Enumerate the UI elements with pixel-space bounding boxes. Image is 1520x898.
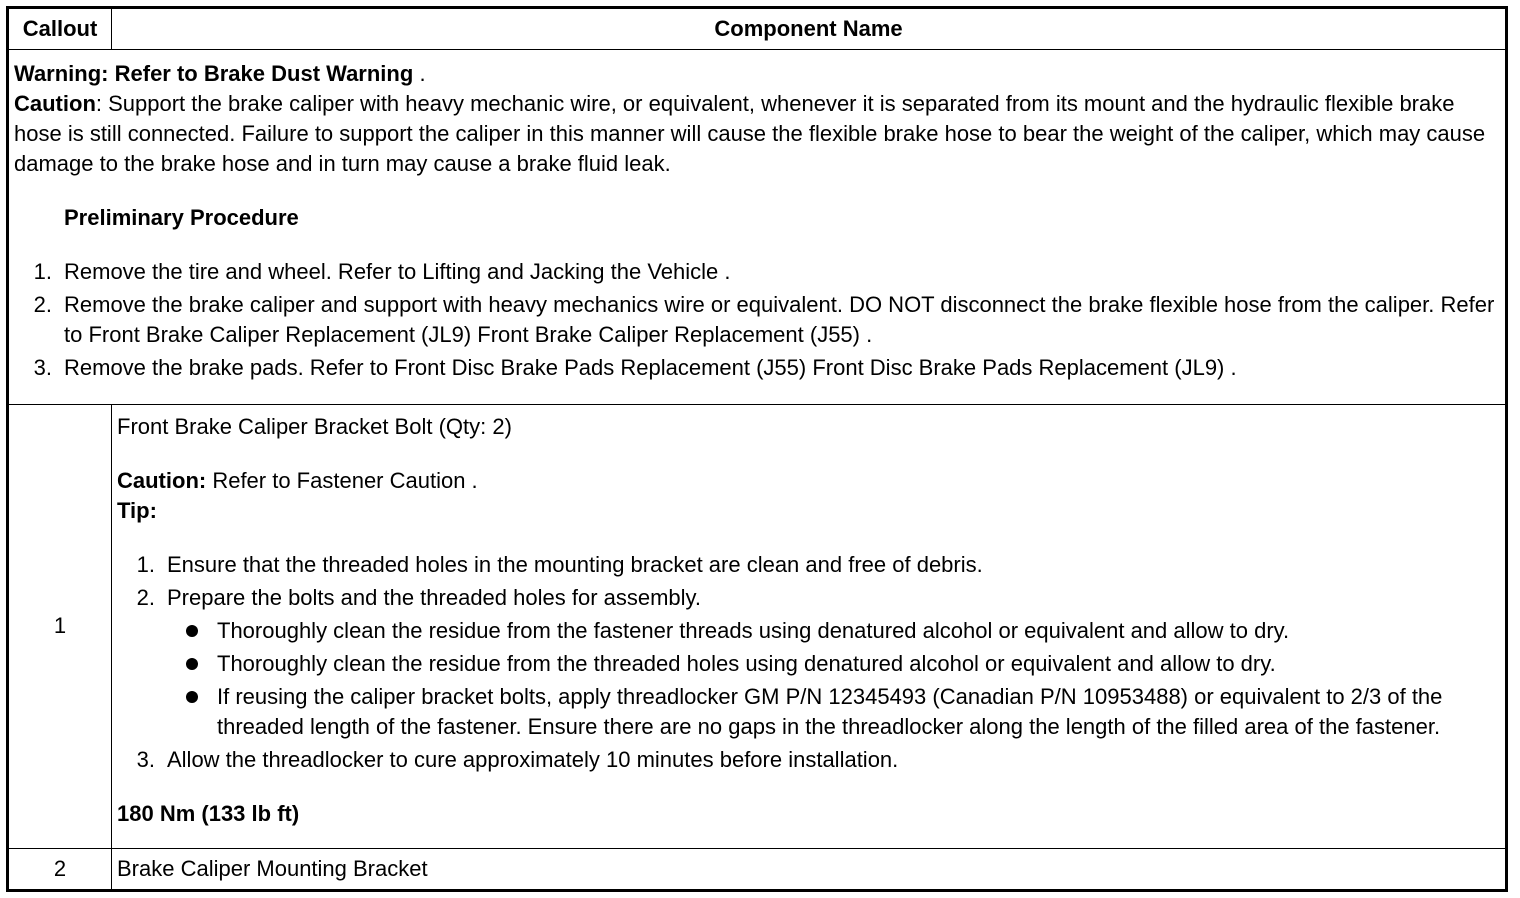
list-item bbox=[14, 257, 1501, 287]
callout-number: 2 bbox=[8, 849, 112, 891]
step-text: Ensure that the threaded holes in the mounting bracket are clean and free of debris. bbox=[167, 551, 983, 577]
warning-end: . bbox=[419, 61, 426, 86]
step-text: Remove the brake pads. Refer to Front Disc Brake Pads Replacement (J55) Front Disc Brake Pads Replacement (JL9) . bbox=[64, 355, 1237, 380]
bullet-icon bbox=[186, 658, 198, 670]
table-row bbox=[8, 849, 1507, 891]
callout-number: 1 bbox=[8, 404, 112, 848]
table-header-row bbox=[8, 8, 1507, 50]
torque-spec: 180 Nm (133 lb ft) bbox=[117, 800, 300, 826]
list-item bbox=[167, 682, 1501, 742]
preliminary-steps bbox=[14, 257, 1501, 383]
fastener-caution-link[interactable]: Refer to Fastener Caution . bbox=[206, 467, 478, 493]
tip-colon: : bbox=[149, 497, 157, 523]
list-item bbox=[14, 353, 1501, 383]
intro-row bbox=[8, 50, 1507, 405]
step-text: Allow the threadlocker to cure approximately 10 minutes before installation. bbox=[167, 746, 899, 772]
caution-paragraph bbox=[14, 89, 1501, 179]
bullet-text: Thoroughly clean the residue from the fastener threads using denatured alcohol or equivalent and allow to dry. bbox=[217, 617, 1290, 643]
fastener-caution-line bbox=[117, 466, 1501, 496]
header-callout: Callout bbox=[8, 8, 112, 50]
step-number: 2. bbox=[136, 584, 155, 610]
step-text: Prepare the bolts and the threaded holes for assembly. bbox=[167, 584, 702, 610]
list-item bbox=[167, 649, 1501, 679]
header-component-name: Component Name bbox=[112, 8, 1507, 50]
list-item bbox=[117, 550, 1501, 580]
component-name: Brake Caliper Mounting Bracket bbox=[112, 849, 1507, 891]
step-text: Remove the brake caliper and support with heavy mechanics wire or equivalent. DO NOT disconnect the brake flexible hose from the caliper. Refer to Front Brake Caliper Replacement (JL9) Front Brake Caliper Replacement (J55) . bbox=[64, 292, 1495, 347]
intro-cell bbox=[8, 50, 1507, 405]
step-number: 1. bbox=[136, 551, 155, 577]
step-number: 3. bbox=[33, 355, 52, 380]
bullet-text: Thoroughly clean the residue from the threaded holes using denatured alcohol or equivalent and allow to dry. bbox=[217, 650, 1276, 676]
list-item bbox=[167, 616, 1501, 646]
tip-line bbox=[117, 496, 1501, 526]
caution-label: Caution bbox=[14, 91, 96, 116]
component-table bbox=[6, 6, 1508, 892]
component-cell bbox=[112, 404, 1507, 848]
warning-line bbox=[14, 59, 1501, 89]
preliminary-procedure-title: Preliminary Procedure bbox=[64, 205, 299, 230]
list-item bbox=[14, 290, 1501, 350]
brake-dust-warning-link[interactable]: Refer to Brake Dust Warning bbox=[114, 61, 414, 86]
table-row bbox=[8, 404, 1507, 848]
step-number: 2. bbox=[33, 292, 52, 317]
prep-bullets bbox=[167, 616, 1501, 742]
step-text: Remove the tire and wheel. Refer to Lifting and Jacking the Vehicle . bbox=[64, 259, 731, 284]
caution-label: Caution: bbox=[117, 467, 207, 493]
caution-text: : Support the brake caliper with heavy mechanic wire, or equivalent, whenever it is separated from its mount and the hydraulic flexible brake hose is still connected. Failure to support the caliper in this manner will cause the flexible brake hose to bear the weight of the caliper, which may cause damage to the brake hose and in turn may cause a brake fluid leak. bbox=[14, 91, 1486, 176]
tip-steps bbox=[117, 550, 1501, 775]
bullet-icon bbox=[186, 691, 198, 703]
warning-label: Warning: bbox=[14, 61, 109, 86]
tip-label: Tip bbox=[117, 497, 150, 523]
list-item bbox=[117, 745, 1501, 775]
step-number: 1. bbox=[33, 259, 52, 284]
step-number: 3. bbox=[136, 746, 155, 772]
list-item bbox=[117, 583, 1501, 742]
bullet-icon bbox=[186, 625, 198, 637]
bullet-text: If reusing the caliper bracket bolts, apply threadlocker GM P/N 12345493 (Canadian P/N 10953488) or equivalent to 2/3 of the threaded length of the fastener. Ensure there are no gaps in the threadlocker along the length of the filled area of the fastener. bbox=[217, 683, 1443, 739]
component-name: Front Brake Caliper Bracket Bolt (Qty: 2) bbox=[117, 413, 512, 439]
